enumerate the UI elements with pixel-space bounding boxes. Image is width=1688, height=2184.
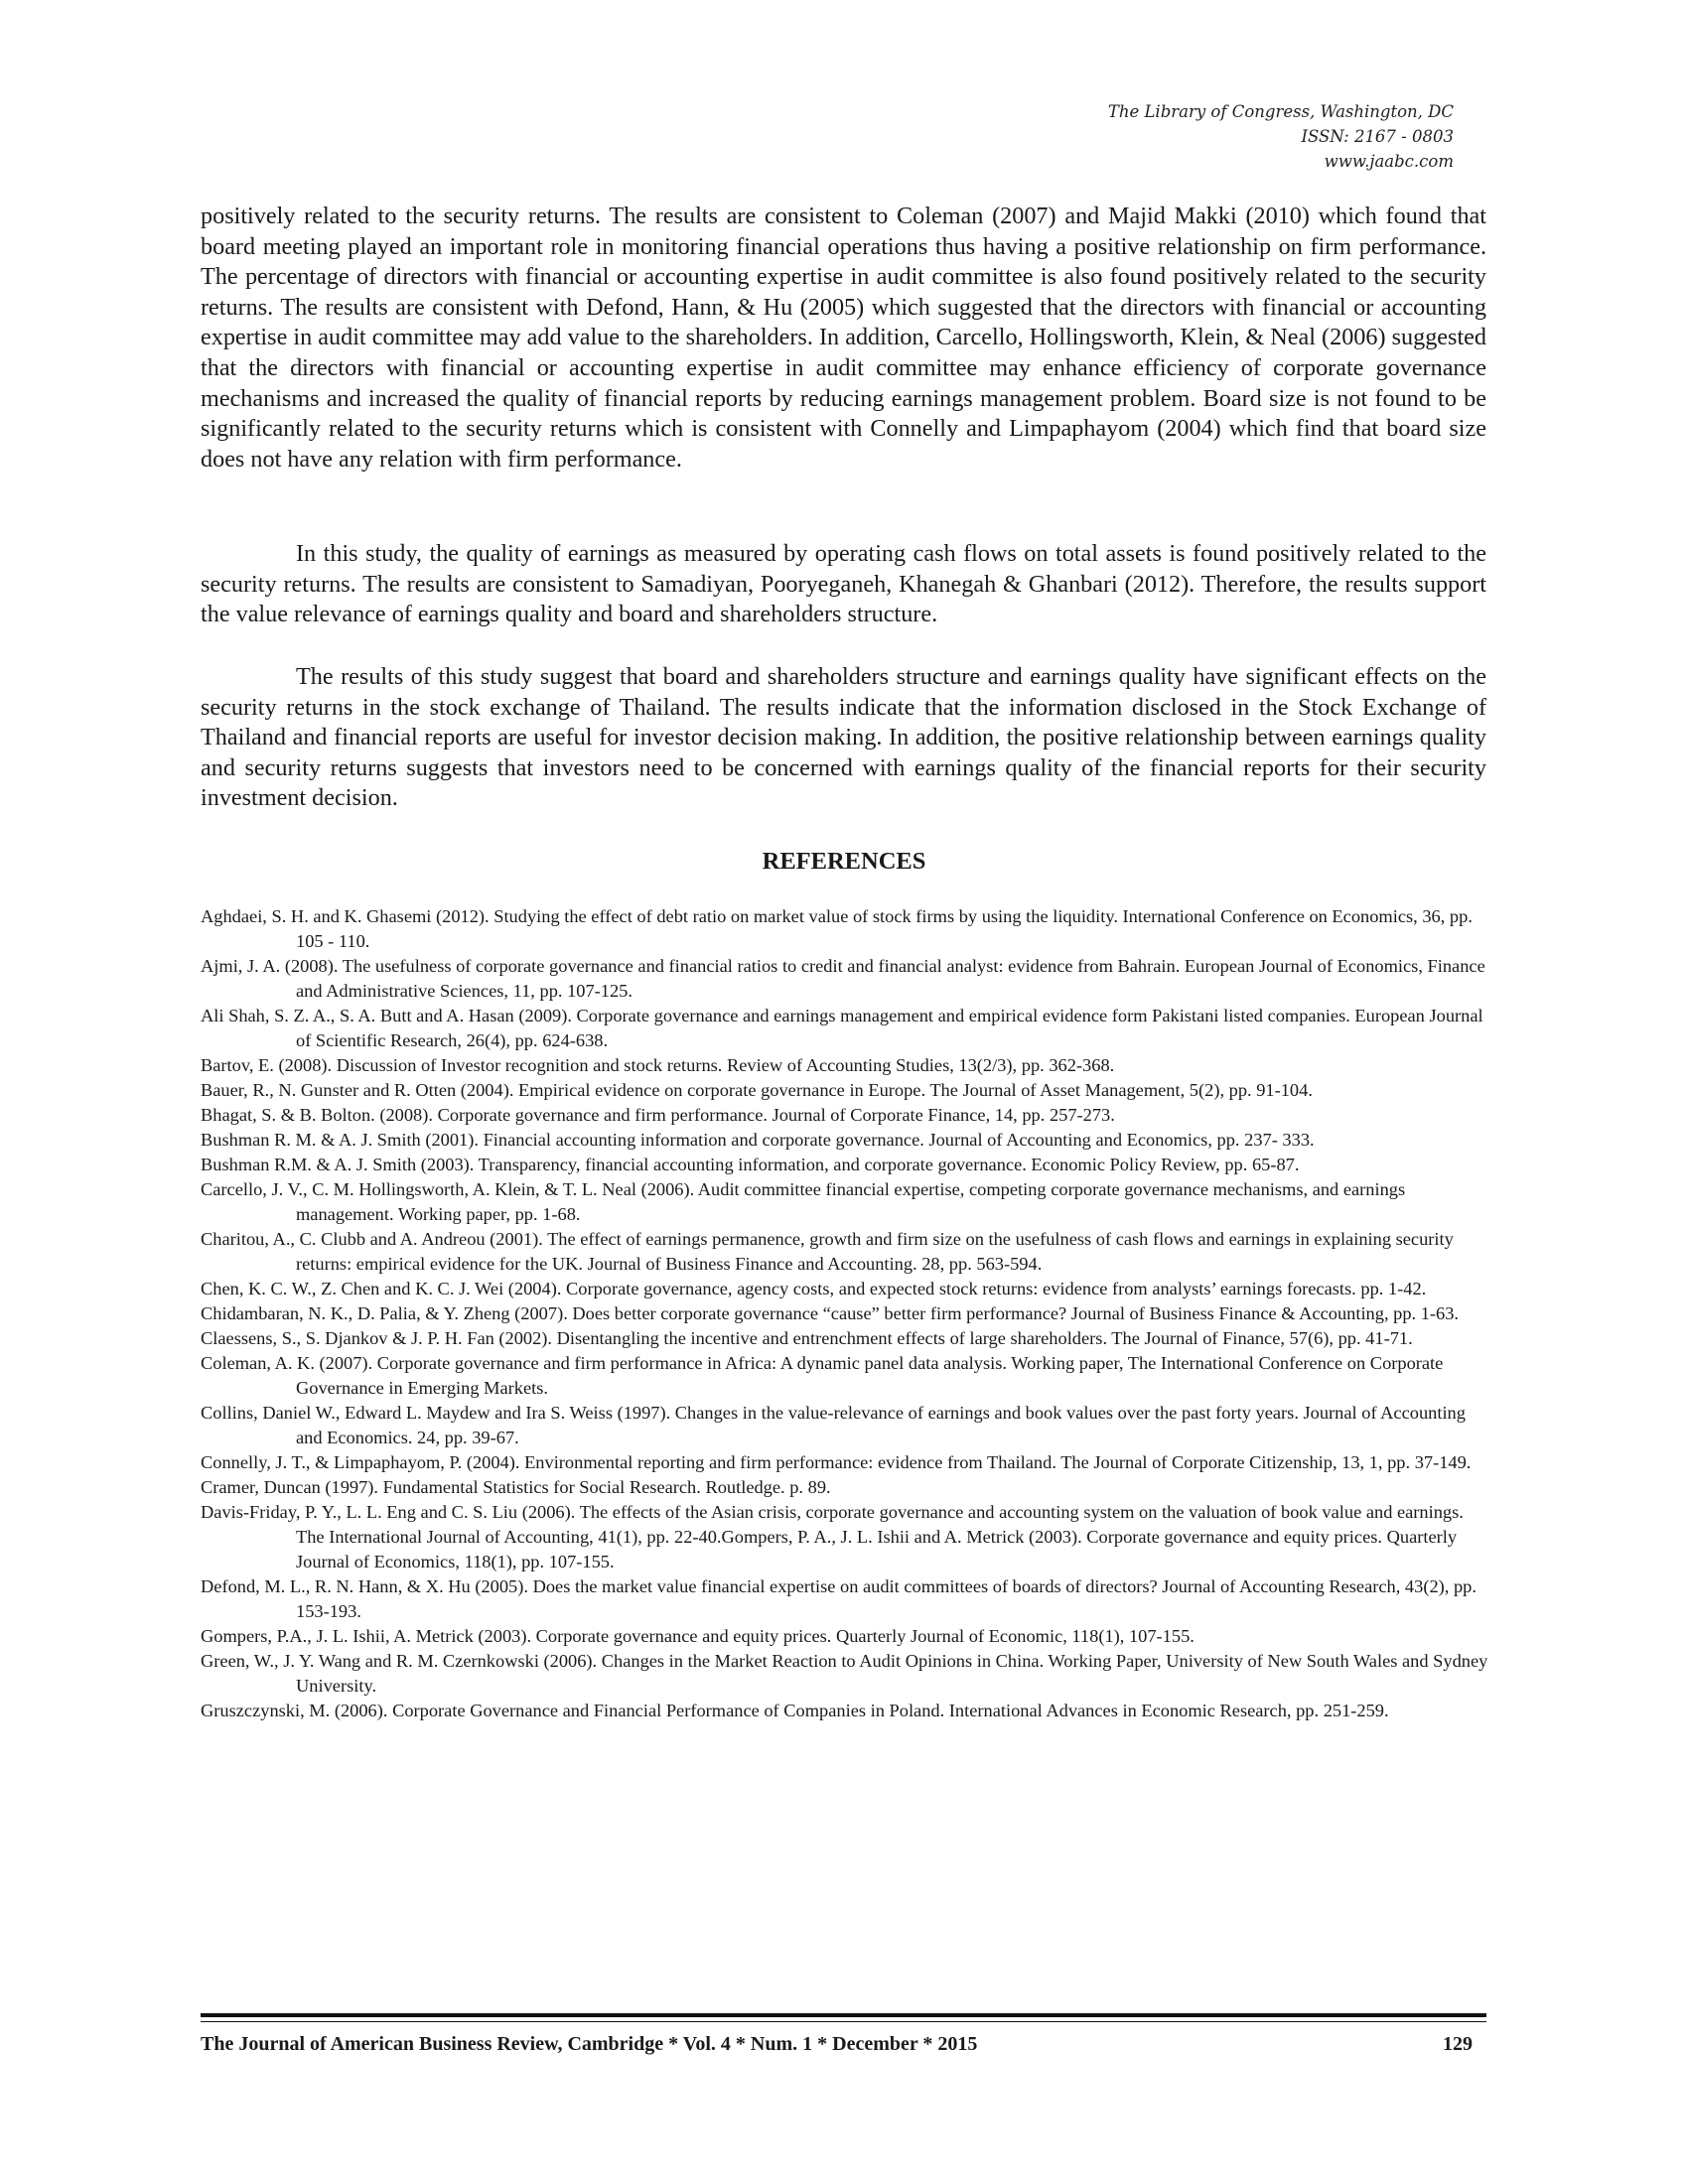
body-paragraph-2: In this study, the quality of earnings as measured by operating cash flows on total assets is found positively related to the security returns. The results are consistent to Samadiyan, Pooryeganeh, Khanegah & Ghanbari (2012). Therefore, the results support the value relevance of earnings quality and board and shareholders structure. xyxy=(201,540,1486,628)
reference-item: Cramer, Duncan (1997). Fundamental Statistics for Social Research. Routledge. p. 89. xyxy=(201,1477,831,1497)
reference-item: Bhagat, S. & B. Bolton. (2008). Corporate governance and firm performance. Journal of Corporate Finance, 14, pp. 257-273. xyxy=(201,1105,1115,1125)
reference-item: Coleman, A. K. (2007). Corporate governance and firm performance in Africa: A dynamic panel data analysis. Working paper, The International Conference on Corporate Governance in Emerging Markets. xyxy=(201,1353,1444,1398)
reference-item: Claessens, S., S. Djankov & J. P. H. Fan (2002). Disentangling the incentive and entrenchment effects of large shareholders. The Journal of Finance, 57(6), pp. 41-71. xyxy=(201,1328,1413,1348)
reference-item: Bartov, E. (2008). Discussion of Investor recognition and stock returns. Review of Accounting Studies, 13(2/3), pp. 362-368. xyxy=(201,1055,1115,1075)
reference-item: Davis-Friday, P. Y., L. L. Eng and C. S. Liu (2006). The effects of the Asian crisis, corporate governance and accounting system on the valuation of book value and earnings. The International Journal of Accounting, 41(1), pp. 22-40.Gompers, P. A., J. L. Ishii and A. Metrick (2003). Corporate governance and equity prices. Quarterly Journal of Economics, 118(1), pp. 107-155. xyxy=(201,1502,1464,1571)
page-header xyxy=(1108,99,1454,174)
reference-item: Ali Shah, S. Z. A., S. A. Butt and A. Hasan (2009). Corporate governance and earnings management and empirical evidence form Pakistani listed companies. European Journal of Scientific Research, 26(4), pp. 624-638. xyxy=(201,1006,1483,1050)
reference-item: Bushman R.M. & A. J. Smith (2003). Transparency, financial accounting information, and corporate governance. Economic Policy Review, pp. 65-87. xyxy=(201,1155,1300,1174)
body-paragraph-3: The results of this study suggest that board and shareholders structure and earnings quality have significant effects on the security returns in the stock exchange of Thailand. The results indicate that the information disclosed in the Stock Exchange of Thailand and financial reports are useful for investor decision making. In addition, the positive relationship between earnings quality and security returns suggests that investors need to be concerned with earnings quality of the financial reports for their security investment decision. xyxy=(201,663,1486,812)
reference-item: Gruszczynski, M. (2006). Corporate Governance and Financial Performance of Companies in Poland. International Advances in Economic Research, pp. 251-259. xyxy=(201,1701,1389,1720)
reference-item: Gompers, P.A., J. L. Ishii, A. Metrick (2003). Corporate governance and equity prices. Quarterly Journal of Economic, 118(1), 107-155. xyxy=(201,1626,1195,1646)
header-publisher: The Library of Congress, Washington, DC xyxy=(1107,102,1454,121)
reference-item: Ajmi, J. A. (2008). The usefulness of corporate governance and financial ratios to credit and financial analyst: evidence from Bahrain. European Journal of Economics, Finance and Administrative Sciences, 11, pp. 107-125. xyxy=(201,956,1485,1001)
header-website: www.jaabc.com xyxy=(1324,152,1454,171)
header-issn: ISSN: 2167 - 0803 xyxy=(1301,127,1454,146)
reference-item: Green, W., J. Y. Wang and R. M. Czernkowski (2006). Changes in the Market Reaction to Audit Opinions in China. Working Paper, University of New South Wales and Sydney University. xyxy=(201,1651,1488,1696)
footer-rule-thin xyxy=(201,2021,1486,2022)
references-heading: REFERENCES xyxy=(762,848,926,875)
reference-item: Carcello, J. V., C. M. Hollingsworth, A. Klein, & T. L. Neal (2006). Audit committee financial expertise, competing corporate governance mechanisms, and earnings management. Working paper, pp. 1-68. xyxy=(201,1179,1406,1224)
footer-journal-info: The Journal of American Business Review, Cambridge * Vol. 4 * Num. 1 * December * 2015 xyxy=(201,2033,978,2055)
body-paragraph-1: positively related to the security returns. The results are consistent to Coleman (2007) and Majid Makki (2010) which found that board meeting played an important role in monitoring financial operations thus having a positive relationship on firm performance. The percentage of directors with financial or accounting expertise in audit committee is also found positively related to the security returns. The results are consistent with Defond, Hann, & Hu (2005) which suggested that the directors with financial or accounting expertise in audit committee may add value to the shareholders. In addition, Carcello, Hollingsworth, Klein, & Neal (2006) suggested that the directors with financial or accounting expertise in audit committee may enhance efficiency of corporate governance mechanisms and increased the quality of financial reports by reducing earnings management problem. Board size is not found to be significantly related to the security returns which is consistent with Connelly and Limpaphayom (2004) which find that board size does not have any relation with firm performance. xyxy=(201,203,1486,473)
page-footer xyxy=(201,2033,1486,2063)
footer-rule-thick xyxy=(201,2013,1486,2017)
reference-item: Defond, M. L., R. N. Hann, & X. Hu (2005). Does the market value financial expertise on audit committees of boards of directors? Journal of Accounting Research, 43(2), pp. 153-193. xyxy=(201,1576,1477,1621)
reference-item: Bushman R. M. & A. J. Smith (2001). Financial accounting information and corporate governance. Journal of Accounting and Economics, pp. 237- 333. xyxy=(201,1130,1315,1150)
page-number: 129 xyxy=(1443,2033,1473,2055)
reference-item: Collins, Daniel W., Edward L. Maydew and Ira S. Weiss (1997). Changes in the value-relevance of earnings and book values over the past forty years. Journal of Accounting and Economics. 24, pp. 39-67. xyxy=(201,1403,1466,1447)
reference-item: Chidambaran, N. K., D. Palia, & Y. Zheng (2007). Does better corporate governance “cause” better firm performance? Journal of Business Finance & Accounting, pp. 1-63. xyxy=(201,1303,1460,1323)
reference-item: Bauer, R., N. Gunster and R. Otten (2004). Empirical evidence on corporate governance in Europe. The Journal of Asset Management, 5(2), pp. 91-104. xyxy=(201,1080,1313,1100)
reference-item: Connelly, J. T., & Limpaphayom, P. (2004). Environmental reporting and firm performance: evidence from Thailand. The Journal of Corporate Citizenship, 13, 1, pp. 37-149. xyxy=(201,1452,1472,1472)
reference-item: Charitou, A., C. Clubb and A. Andreou (2001). The effect of earnings permanence, growth and firm size on the usefulness of cash flows and earnings in explaining security returns: empirical evidence for the UK. Journal of Business Finance and Accounting. 28, pp. 563-594. xyxy=(201,1229,1454,1274)
reference-item: Aghdaei, S. H. and K. Ghasemi (2012). Studying the effect of debt ratio on market value of stock firms by using the liquidity. International Conference on Economics, 36, pp. 105 - 110. xyxy=(201,906,1473,951)
reference-item: Chen, K. C. W., Z. Chen and K. C. J. Wei (2004). Corporate governance, agency costs, and expected stock returns: evidence from analysts’ earnings forecasts. pp. 1-42. xyxy=(201,1279,1427,1298)
references-list xyxy=(201,904,1491,1723)
